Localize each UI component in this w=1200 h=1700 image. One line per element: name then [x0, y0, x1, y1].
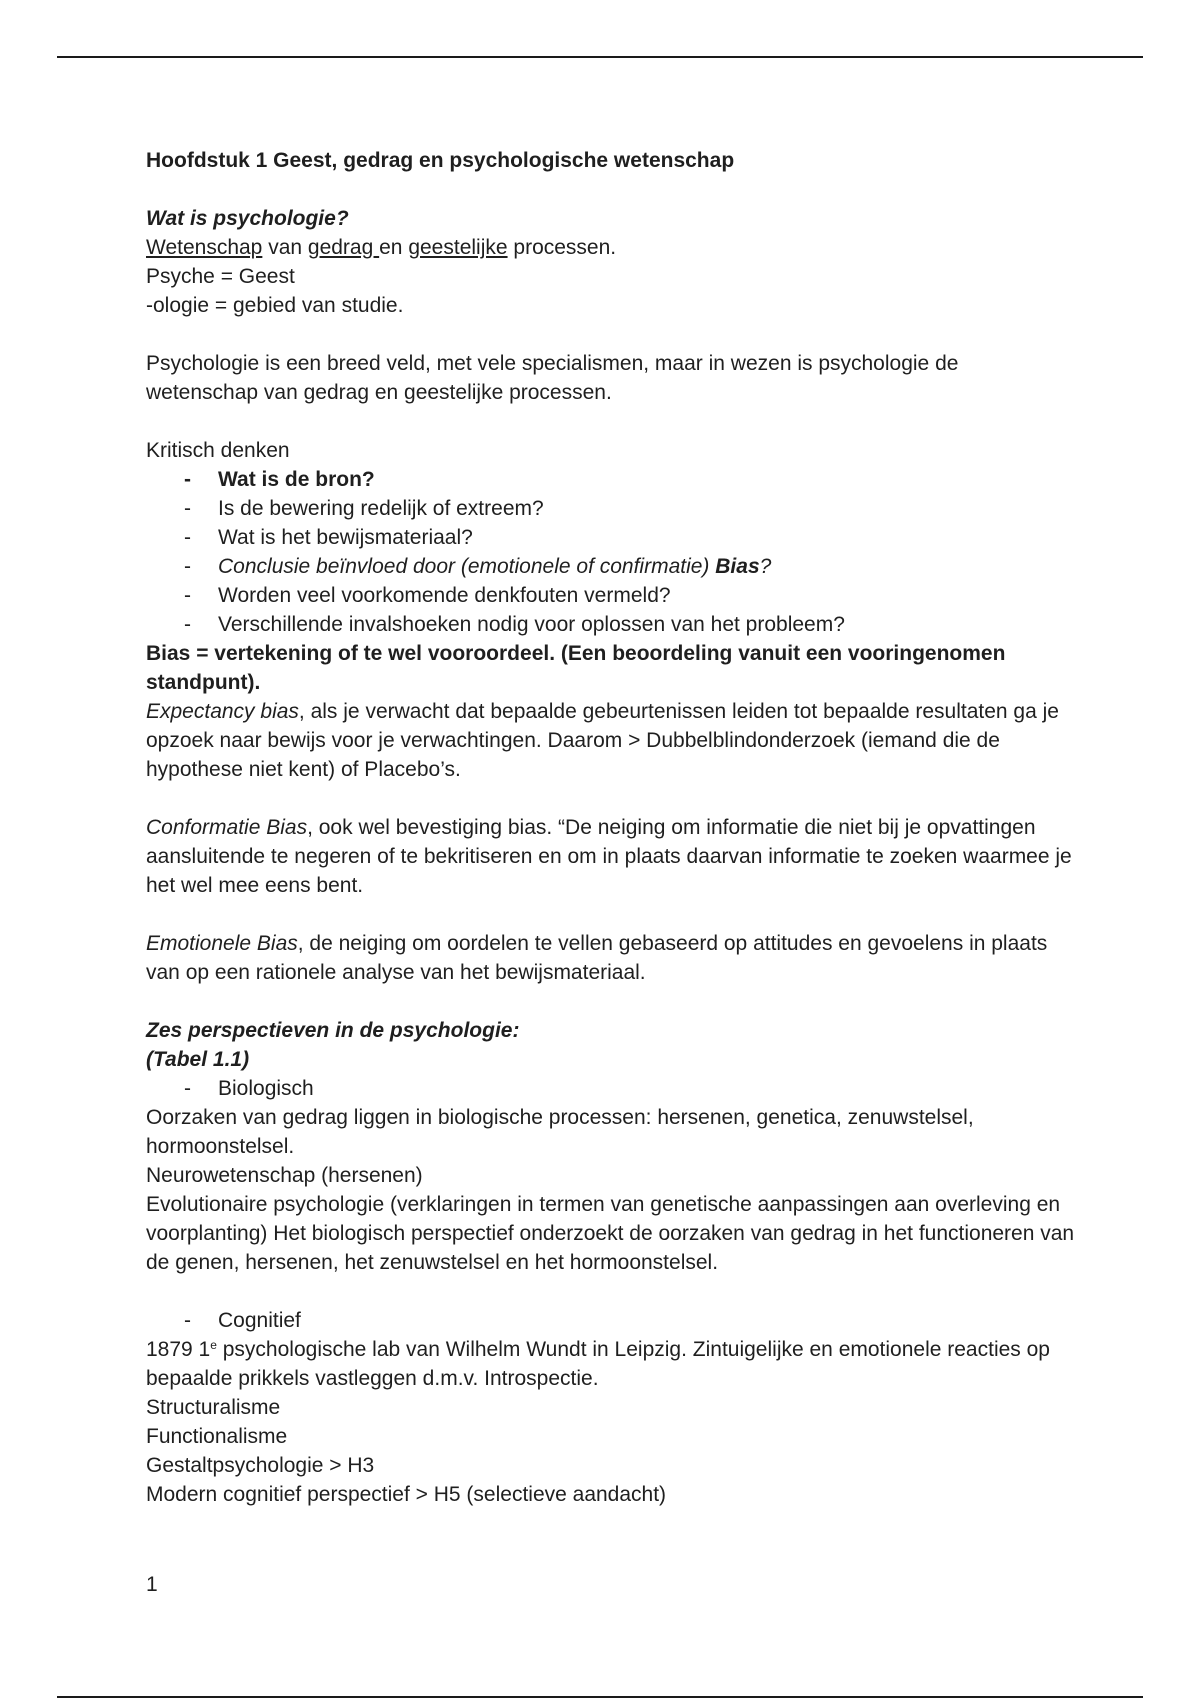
list-item: - Wat is het bewijsmateriaal?	[146, 523, 1076, 552]
cognitive-wundt-paragraph: 1879 1e psychologische lab van Wilhelm Wundt in Leipzig. Zintuigelijke en emotionele reacties op bepaalde prikkels vastleggen d.m.v. Introspectie.	[146, 1338, 1050, 1390]
critical-thinking-list	[146, 465, 1076, 639]
page-number: 1	[146, 1573, 158, 1596]
biological-line: Oorzaken van gedrag liggen in biologische processen: hersenen, genetica, zenuwstelsel, hormoonstelsel.	[146, 1106, 974, 1158]
cognitive-line: Structuralisme	[146, 1396, 281, 1419]
psychology-definition: Wetenschap van gedrag en geestelijke processen.	[146, 236, 617, 259]
biological-line: Neurowetenschap (hersenen)	[146, 1164, 423, 1187]
list-item: - Is de bewering redelijk of extreem?	[146, 494, 1076, 523]
ologie-definition: -ologie = gebied van studie.	[146, 294, 404, 317]
list-item: - Cognitief	[146, 1306, 1076, 1335]
list-item: - Wat is de bron?	[146, 465, 1076, 494]
list-item: - Conclusie beïnvloed door (emotionele of confirmatie) Bias?	[146, 552, 1076, 581]
list-item: - Verschillende invalshoeken nodig voor oplossen van het probleem?	[146, 610, 1076, 639]
biological-line: Evolutionaire psychologie (verklaringen in termen van genetische aanpassingen aan overleving en voorplanting) Het biologisch perspectief onderzoekt de oorzaken van gedrag in het functioneren van de genen, hersenen, het zenuwstelsel en het hormoonstelsel.	[146, 1193, 1075, 1274]
expectancy-bias-paragraph: Expectancy bias, als je verwacht dat bepaalde gebeurtenissen leiden tot bepaalde resultaten ga je opzoek naar bewijs voor je verwachtingen. Daarom > Dubbelblindonderzoek (iemand die de hypothese niet kent) of Placebo’s.	[146, 700, 1059, 781]
perspective-cognitive	[146, 1306, 1076, 1335]
psychology-paragraph: Psychologie is een breed veld, met vele specialismen, maar in wezen is psychologie de wetenschap van gedrag en geestelijke processen.	[146, 352, 959, 404]
conformatie-bias-paragraph: Conformatie Bias, ook wel bevestiging bias. “De neiging om informatie die niet bij je opvattingen aansluitende te negeren of te bekritiseren en om in plaats daarvan informatie te zoeken waarmee je het wel mee eens bent.	[146, 816, 1072, 897]
list-item: - Biologisch	[146, 1074, 1076, 1103]
critical-thinking-heading: Kritisch denken	[146, 439, 290, 462]
emotionele-bias-paragraph: Emotionele Bias, de neiging om oordelen te vellen gebaseerd op attitudes en gevoelens in plaats van op een rationele analyse van het bewijsmateriaal.	[146, 932, 1048, 984]
cognitive-line: Functionalisme	[146, 1425, 288, 1448]
perspective-biological	[146, 1074, 1076, 1103]
document-body	[146, 146, 1076, 1509]
section-heading-psychology: Wat is psychologie?	[146, 207, 349, 230]
cognitive-line: Gestaltpsychologie > H3	[146, 1454, 375, 1477]
table-reference: (Tabel 1.1)	[146, 1048, 250, 1071]
psyche-definition: Psyche = Geest	[146, 265, 295, 288]
perspectives-heading: Zes perspectieven in de psychologie:	[146, 1019, 520, 1042]
bias-definition: Bias = vertekening of te wel vooroordeel. (Een beoordeling vanuit een vooringenomen standpunt).	[146, 642, 1006, 694]
header-rule	[57, 56, 1143, 58]
list-item: - Worden veel voorkomende denkfouten vermeld?	[146, 581, 1076, 610]
chapter-title: Hoofdstuk 1 Geest, gedrag en psychologische wetenschap	[146, 149, 735, 172]
footer-rule	[57, 1696, 1143, 1698]
cognitive-line: Modern cognitief perspectief > H5 (selectieve aandacht)	[146, 1483, 667, 1506]
